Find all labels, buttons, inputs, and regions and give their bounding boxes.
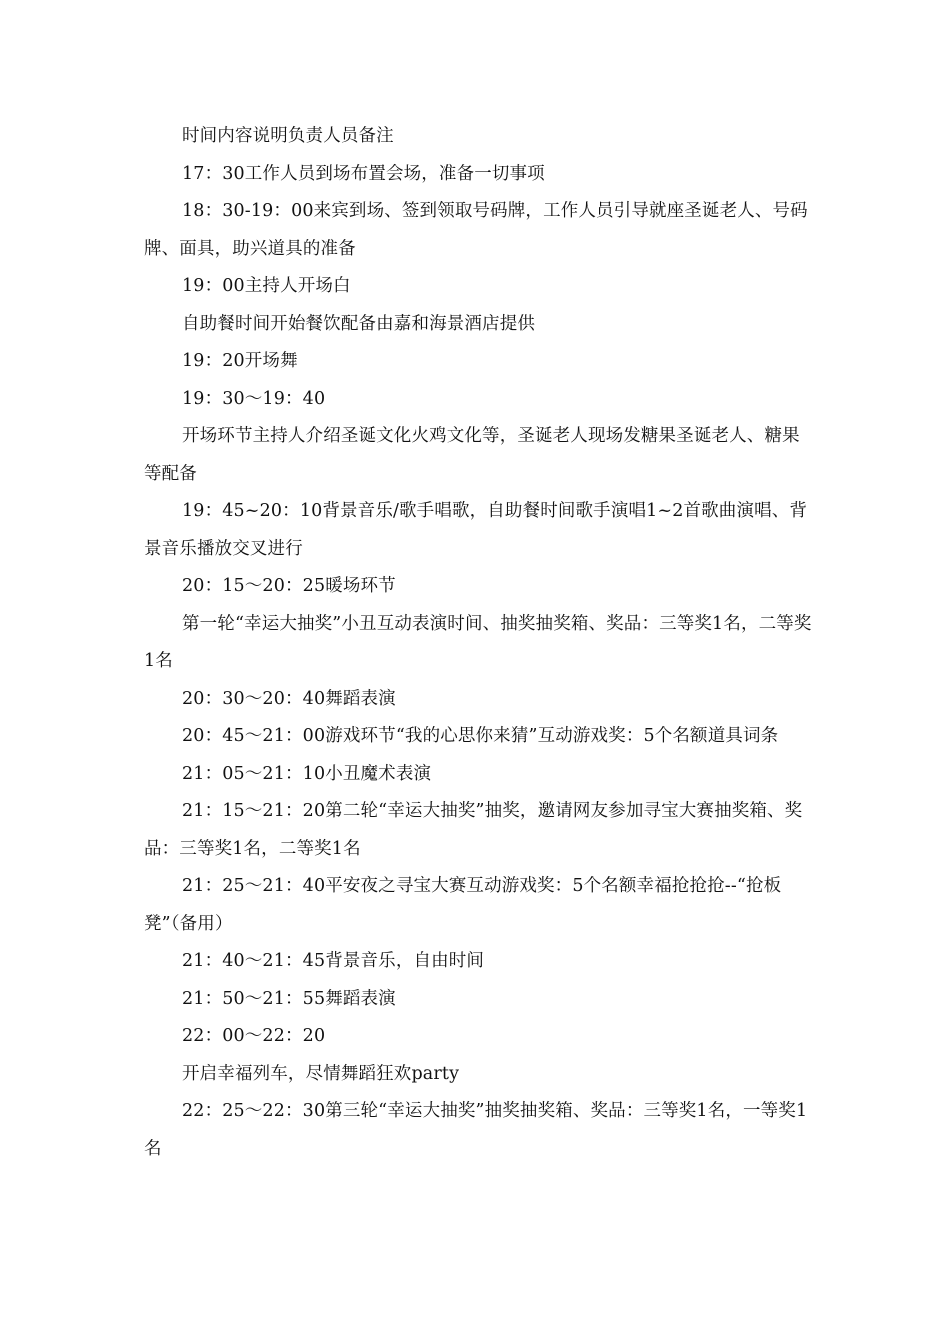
paragraph: 17：30工作人员到场布置会场，准备一切事项 (182, 163, 545, 184)
paragraph: 21：05～21：10小丑魔术表演 (182, 763, 432, 784)
paragraph: 19：30～19：40 (182, 388, 326, 409)
paragraph: 第一轮“幸运大抽奖”小丑互动表演时间、抽奖抽奖箱、奖品：三等奖1名，二等奖1名 (144, 613, 812, 671)
paragraph: 22：25～22：30第三轮“幸运大抽奖”抽奖抽奖箱、奖品：三等奖1名，一等奖1名 (144, 1101, 808, 1159)
paragraph: 18：30-19：00来宾到场、签到领取号码牌，工作人员引导就座圣诞老人、号码牌、面具，助兴道具的准备 (144, 201, 808, 259)
paragraph: 20：45～21：00游戏环节“我的心思你来猜”互动游戏奖：5个名额道具词条 (182, 726, 779, 746)
paragraph: 21：15～21：20第二轮“幸运大抽奖”抽奖，邀请网友参加寻宝大赛抽奖箱、奖品：三等奖1名，二等奖1名 (144, 801, 803, 859)
paragraph: 20：30～20：40舞蹈表演 (182, 688, 396, 709)
paragraph: 自助餐时间开始餐饮配备由嘉和海景酒店提供 (182, 313, 535, 334)
paragraph: 21：50～21：55舞蹈表演 (182, 988, 396, 1009)
paragraph: 19：45~20：10背景音乐/歌手唱歌，自助餐时间歌手演唱1~2首歌曲演唱、背景音乐播放交叉进行 (144, 501, 808, 559)
paragraph-header: 时间内容说明负责人员备注 (182, 126, 394, 146)
paragraph: 19：20开场舞 (182, 351, 298, 371)
paragraph: 20：15～20：25暖场环节 (182, 576, 396, 596)
paragraph: 19：00主持人开场白 (182, 276, 351, 296)
document-body (144, 118, 816, 1168)
paragraph: 22：00～22：20 (182, 1026, 326, 1046)
paragraph: 21：40～21：45背景音乐，自由时间 (182, 951, 485, 971)
paragraph: 开启幸福列车，尽情舞蹈狂欢party (182, 1063, 460, 1084)
paragraph: 21：25～21：40平安夜之寻宝大赛互动游戏奖：5个名额幸福抢抢抢--“抢板凳”（备用） (144, 876, 782, 934)
paragraph: 开场环节主持人介绍圣诞文化火鸡文化等，圣诞老人现场发糖果圣诞老人、糖果等配备 (144, 426, 800, 484)
